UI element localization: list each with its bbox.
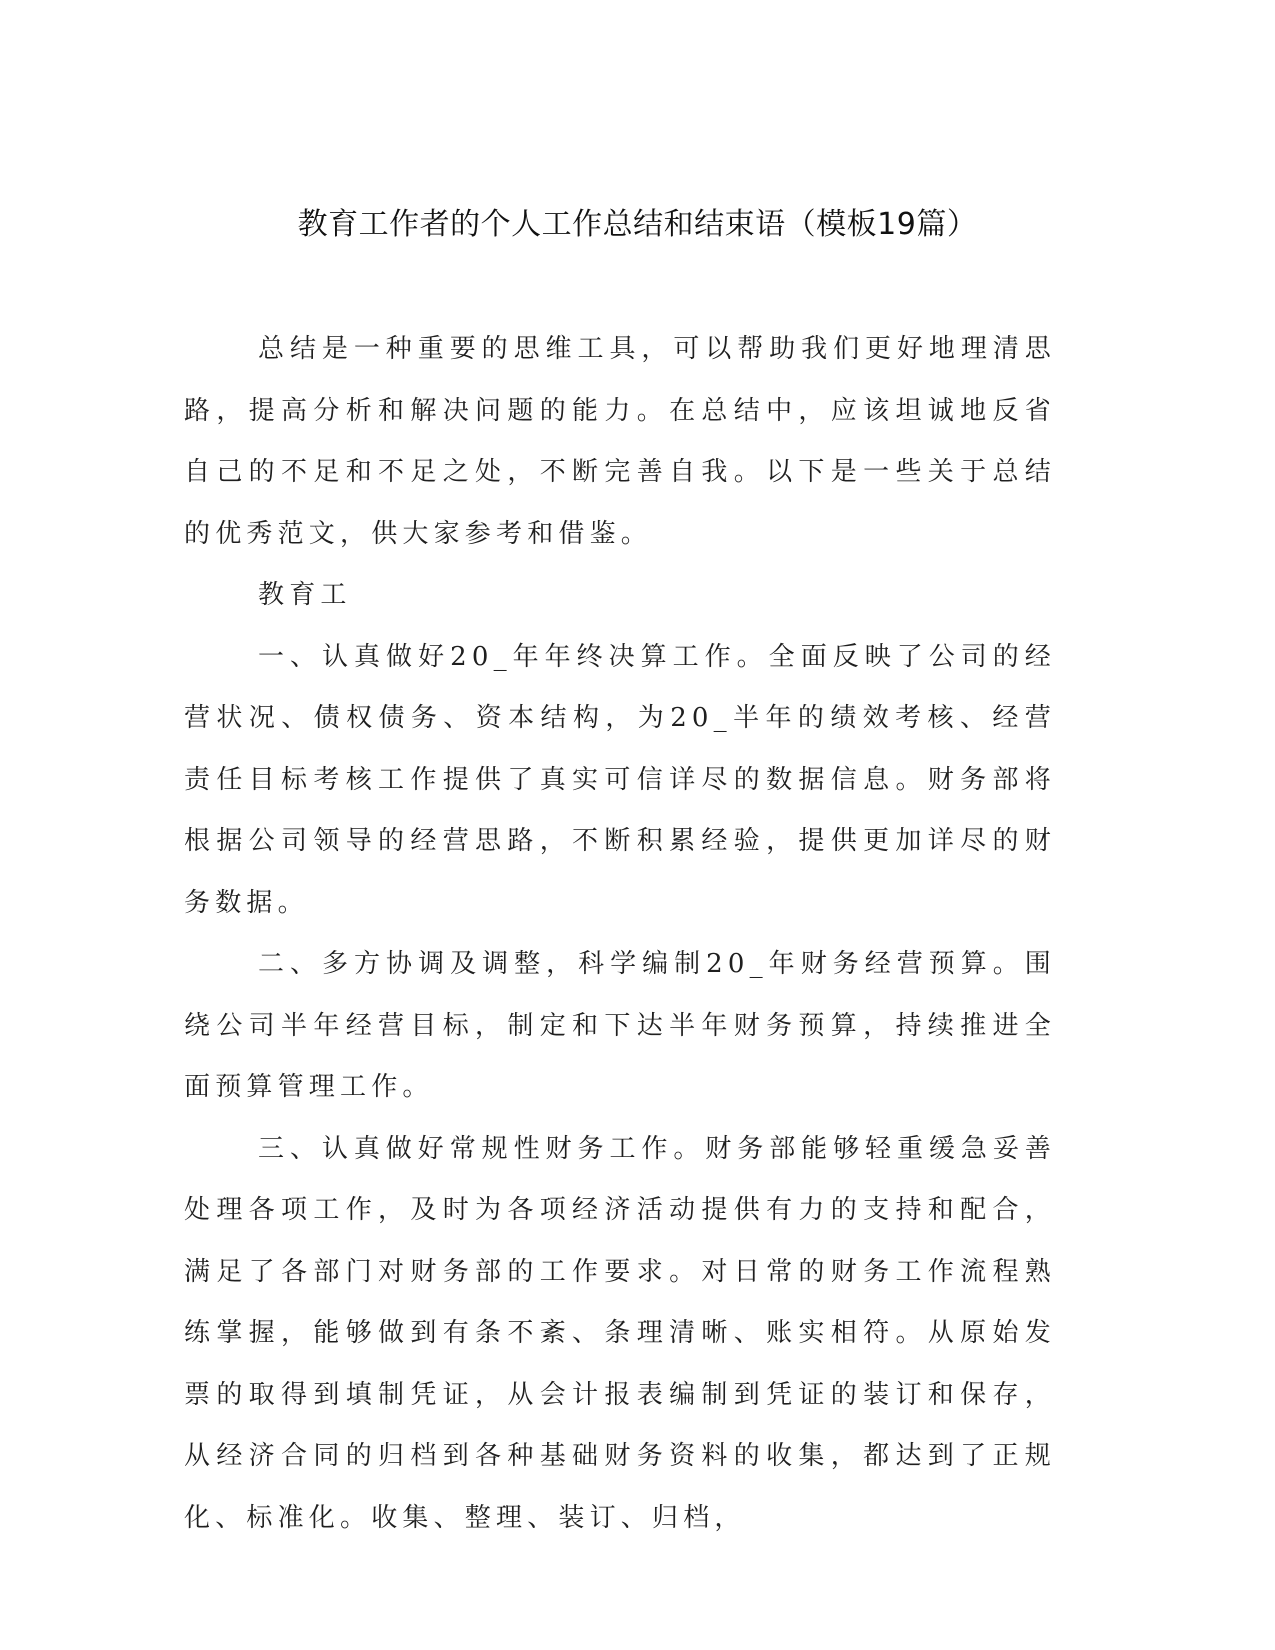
document-body (184, 319, 1056, 1549)
document-title: 教育工作者的个人工作总结和结束语（模板19篇） (297, 207, 978, 242)
paragraph-intro: 总结是一种重要的思维工具，可以帮助我们更好地理清思路，提高分析和解决问题的能力。在总结中，应该坦诚地反省自己的不足和不足之处，不断完善自我。以下是一些关于总结的优秀范文，供大家参考和借鉴。 (184, 334, 1056, 549)
paragraph-item-1: 一、认真做好20_年年终决算工作。全面反映了公司的经营状况、债权债务、资本结构，为20_半年的绩效考核、经营责任目标考核工作提供了真实可信详尽的数据信息。财务部将根据公司领导的经营思路，不断积累经验，提供更加详尽的财务数据。 (184, 641, 1056, 918)
paragraph-item-3: 三、认真做好常规性财务工作。财务部能够轻重缓急妥善处理各项工作，及时为各项经济活动提供有力的支持和配合，满足了各部门对财务部的工作要求。对日常的财务工作流程熟练掌握，能够做到有条不紊、条理清晰、账实相符。从原始发票的取得到填制凭证，从会计报表编制到凭证的装订和保存，从经济合同的归档到各种基础财务资料的收集，都达到了正规化、标准化。收集、整理、装订、归档， (184, 1133, 1056, 1533)
paragraph-heading: 教育工 (258, 580, 352, 610)
paragraph-item-2: 二、多方协调及调整，科学编制20_年财务经营预算。围绕公司半年经营目标，制定和下达半年财务预算，持续推进全面预算管理工作。 (184, 949, 1056, 1102)
